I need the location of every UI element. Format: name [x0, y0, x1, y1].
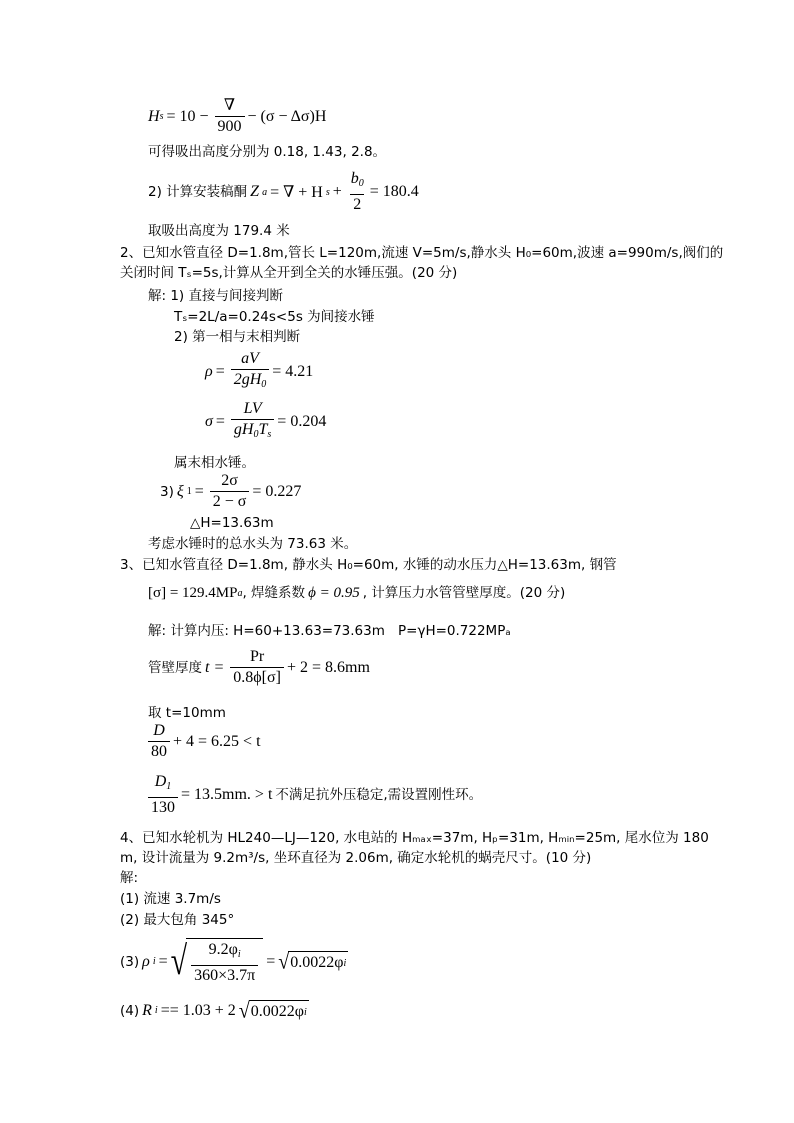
formula-xi: 3) ξ 1 = $\frac{2\sigma}{2 - \sigma}$ = 0.227	[160, 472, 302, 510]
q2-line1: 2、已知水管直径 D=1.8m,管长 L=120m,流速 V=5m/s,静水头 H₀=60m,波速 a=990m/s,阀们的	[120, 245, 724, 261]
formula-rho-i: (3) ρ i = √ $9.2\varphi_i$ 360×3.7π = √ 0.0022φ i	[120, 938, 347, 984]
q2-sol1: 解: 1) 直接与间接判断	[148, 288, 283, 304]
q3-line1: 3、已知水管直径 D=1.8m, 静水头 H₀=60m, 水锤的动水压力△H=13.63m, 钢管	[120, 557, 617, 573]
result-line: 可得吸出高度分别为 0.18, 1.43, 2.8。	[148, 144, 387, 160]
q3-sol1b: P=γH=0.722MPₐ	[398, 623, 511, 639]
formula-sigma: σ = $\frac{LV}{gH_0T_s}$ = 0.204	[205, 400, 326, 444]
q3-sol1: 解: 计算内压: H=60+13.63=73.63m	[148, 623, 385, 639]
delta-h: △H=13.63m	[190, 515, 274, 531]
q4-step1: (1) 流速 3.7m/s	[120, 891, 221, 907]
formula-r-i: (4) R i == 1.03 + 2 √ 0.0022φ i	[120, 998, 307, 1023]
q4-line1: 4、已知水轮机为 HL240—LJ—120, 水电站的 Hₘₐₓ=37m, Hₚ=31m, Hₘᵢₙ=25m, 尾水位为 180	[120, 830, 709, 846]
formula-d130: $\frac{D_1}{130}$ = 13.5mm. > t 不满足抗外压稳定,需设置刚性环。	[145, 773, 482, 817]
formula-za: 2) 计算安装稿酮 Z a = ∇ + H s + $\frac{b_0}{2}$ = 180.4	[148, 170, 419, 213]
take-height: 取吸出高度为 179.4 米	[148, 223, 290, 239]
formula-hs: H s = 10 − ∇ 900 − (σ − Δσ)H	[148, 97, 327, 135]
q4-sol: 解:	[120, 870, 139, 886]
q4-line2: m, 设计流量为 9.2m³/s, 坐环直径为 2.06m, 确定水轮机的蜗壳尺寸。(10 分)	[120, 850, 592, 866]
q2-sol3: 2) 第一相与末相判断	[174, 329, 301, 345]
q4-step2: (2) 最大包角 345°	[120, 912, 235, 928]
q2-sol2: Tₛ=2L/a=0.24s<5s 为间接水锤	[174, 309, 375, 325]
formula-rho: ρ = $\frac{aV}{2gH_0}$ = 4.21	[205, 350, 313, 394]
formula-d80: D 80 + 4 = 6.25 < t	[145, 722, 261, 761]
q2-line2: 关闭时间 Tₛ=5s,计算从全开到全关的水锤压强。(20 分)	[120, 265, 458, 281]
formula-thickness: 管壁厚度 t = $\frac{Pr}{0.8\phi[\sigma]}$ + 2 = 8.6mm	[148, 648, 370, 686]
belong-line: 属末相水锤。	[174, 455, 255, 471]
take-t: 取 t=10mm	[148, 705, 226, 721]
total-head: 考虑水锤时的总水头为 73.63 米。	[148, 536, 358, 552]
q3-line2: [σ] = 129.4MP a , 焊缝系数 ϕ = 0.95 , 计算压力水管管壁厚度。(20 分)	[148, 584, 566, 601]
